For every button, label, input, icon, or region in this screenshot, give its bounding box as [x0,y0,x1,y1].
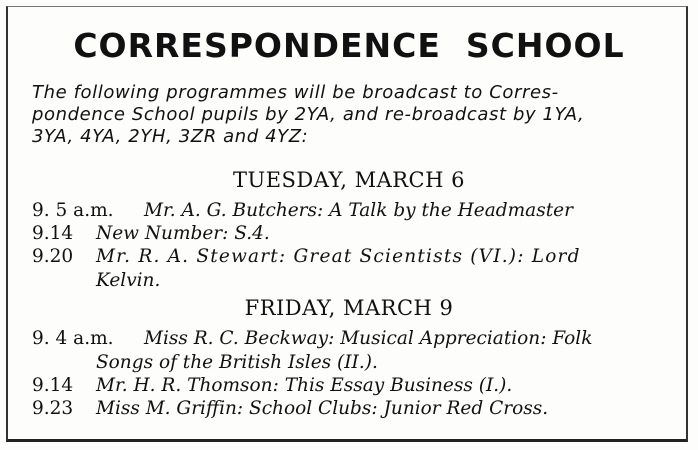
intro-line: The following programmes will be broadcast to Corres- [32,82,559,103]
entry-description: Mr. R. A. Stewart: Great Scientists (VI.): Lord [96,246,581,267]
entry-description: Mr. H. R. Thomson: This Essay Business (I.). [96,375,513,396]
entry-time: 9.23 [32,398,74,419]
entry-time: 9. 5 a.m. [32,200,114,221]
entry-description: Miss M. Griffin: School Clubs: Junior Red Cross. [96,398,549,419]
entry-description: Mr. A. G. Butchers: A Talk by the Headmaster [144,200,573,221]
entry-description-continued: Kelvin. [96,270,161,291]
day-heading-friday: FRIDAY, MARCH 9 [244,296,454,320]
entry-description: Miss R. C. Beckway: Musical Appreciation: Folk [144,328,593,349]
entry-time: 9.20 [32,246,74,267]
day-heading-tuesday: TUESDAY, MARCH 6 [233,168,465,192]
entry-time: 9. 4 a.m. [32,328,114,349]
entry-description-continued: Songs of the British Isles (II.). [96,352,378,373]
intro-line: 3YA, 4YA, 2YH, 3ZR and 4YZ: [32,126,309,147]
entry-time: 9.14 [32,223,74,244]
entry-description: New Number: S.4. [96,223,270,244]
intro-paragraph [32,82,672,148]
page-title: CORRESPONDENCE SCHOOL [73,26,625,65]
intro-line: pondence School pupils by 2YA, and re-broadcast by 1YA, [32,104,585,125]
entry-time: 9.14 [32,375,74,396]
